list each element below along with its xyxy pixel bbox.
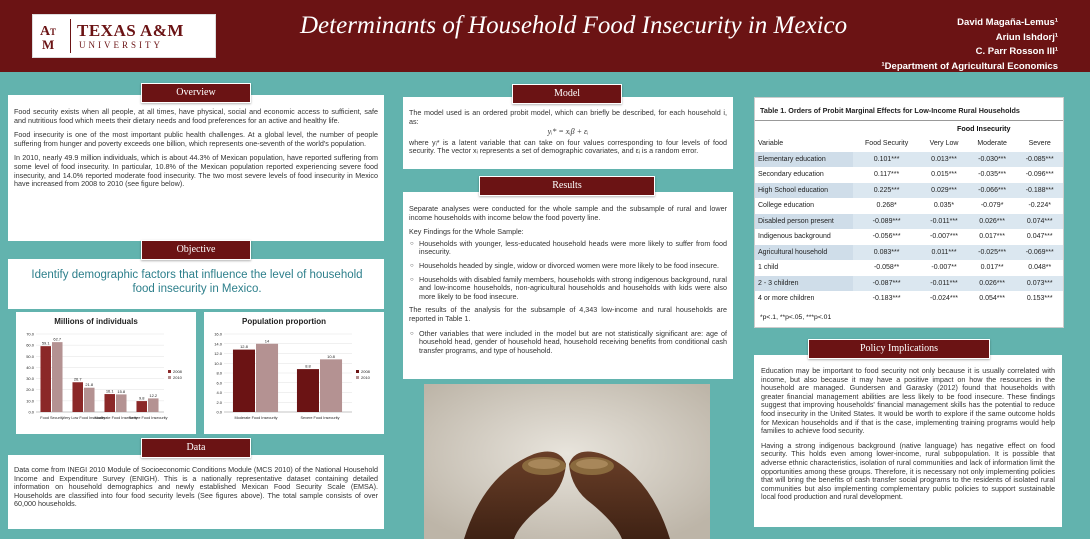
- table-cell: 0.017***: [979, 233, 1005, 241]
- row-label: College education: [758, 202, 815, 210]
- results-panel: [403, 192, 733, 379]
- row-label: Secondary education: [758, 171, 824, 179]
- table1-rule: [755, 120, 1063, 121]
- chart-millions: [16, 312, 196, 434]
- bar-value-label: 16.1: [105, 388, 114, 394]
- table-cell: -0.011***: [920, 214, 968, 230]
- table1-note: *p<.1, **p<.05, ***p<.01: [760, 314, 832, 321]
- y-tick-label: 0.0: [216, 409, 222, 415]
- table-cell: -0.096***: [1025, 171, 1054, 179]
- legend-label: 2008: [361, 369, 370, 374]
- legend-label: 2010: [173, 375, 182, 380]
- x-category-label: Moderate Food Insecurity: [234, 416, 278, 420]
- bar: [233, 350, 255, 412]
- bar-value-label: 26.7: [73, 376, 82, 382]
- results-findings-list: [409, 240, 727, 302]
- hands-with-grain-photo: [424, 384, 710, 539]
- model-panel: [403, 97, 733, 169]
- bar: [116, 394, 127, 412]
- model-intro: The model used is an ordered probit model, which can briefly be described, for each household i, as:: [409, 108, 727, 126]
- table-cell: 0.083***: [853, 245, 920, 261]
- model-description: where yᵢ* is a latent variable that can take on four values corresponding to four levels of food security. The vector xᵢ represents a set of demographic covariates, and εᵢ is a random error.: [409, 137, 727, 156]
- data-text: Data come from INEGI 2010 Module of Socioeconomic Conditions Module (MCS 2010) of the National Household Income and Expenditure Survey (ENIGH). This is a nationally representative dataset containing detailed information on household demographics and newly established Mexican Food Security Scale (EMSA). Households are classified into four food security levels (See figures above). The total sample consists of over 60,000 households.: [14, 465, 378, 509]
- table-row: [755, 245, 1063, 261]
- bar-value-label: 15.8: [117, 388, 126, 394]
- table-row: [755, 167, 1063, 183]
- overview-panel: [8, 95, 384, 241]
- y-tick-label: 16.0: [214, 331, 222, 337]
- col-moderate: Moderate: [977, 140, 1007, 148]
- table-cell: -0.058**: [873, 264, 900, 272]
- table-cell: -0.056***: [872, 233, 901, 241]
- table-cell: -0.183***: [872, 295, 901, 303]
- author-2: Ariun Ishdorj¹: [995, 31, 1058, 43]
- svg-text:T: T: [50, 27, 57, 37]
- svg-text:A: A: [40, 24, 51, 39]
- legend-label: 2010: [361, 375, 370, 380]
- bar: [136, 401, 147, 412]
- bar: [40, 346, 51, 412]
- data-panel: [8, 455, 384, 529]
- table1-group-header: Food Insecurity: [957, 124, 1011, 133]
- row-label: Agricultural household: [755, 245, 853, 261]
- row-label: Indigenous background: [758, 233, 831, 241]
- y-tick-label: 50.0: [26, 353, 34, 359]
- overview-heading: Overview: [141, 83, 251, 103]
- legend-swatch: [168, 370, 171, 373]
- row-label: 4 or more children: [758, 295, 815, 303]
- table-row: [755, 276, 1063, 292]
- table-cell: -0.079*: [980, 202, 1004, 210]
- table-row: [755, 198, 1063, 214]
- chart-title: Millions of individuals: [54, 317, 138, 326]
- table-cell: 0.026***: [968, 276, 1017, 292]
- author-list: [880, 16, 1058, 74]
- table-row: [755, 260, 1063, 276]
- author-1: David Magaña-Lemus¹: [957, 17, 1058, 28]
- chart-title: Population proportion: [242, 317, 326, 326]
- legend-swatch: [356, 376, 359, 379]
- x-category-label: Moderate Food Insecurity: [94, 416, 138, 420]
- table-cell: 0.225***: [853, 183, 920, 199]
- model-equation: yᵢ* = xᵢβ + εᵢ: [547, 127, 589, 137]
- bar: [72, 382, 83, 412]
- row-label: High School education: [755, 183, 853, 199]
- poster-title: Determinants of Household Food Insecurity in Mexico: [300, 12, 848, 39]
- y-tick-label: 12.0: [214, 351, 222, 356]
- table-cell: -0.030***: [968, 152, 1017, 168]
- logo-divider: [70, 19, 71, 53]
- table-cell: 0.048**: [1028, 264, 1052, 272]
- y-tick-label: 70.0: [26, 331, 34, 337]
- row-label: Elementary education: [755, 152, 853, 168]
- bar-value-label: 12.2: [149, 392, 158, 398]
- y-tick-label: 20.0: [26, 387, 34, 393]
- charts-area: [8, 312, 384, 434]
- overview-text: [14, 108, 378, 195]
- results-intro: Separate analyses were conducted for the whole sample and the subsample of rural and lower income households with income below the food poverty line.: [409, 204, 727, 222]
- bar-value-label: 9.8: [138, 395, 145, 401]
- legend-label: 2008: [173, 369, 182, 374]
- policy-panel: [754, 355, 1062, 527]
- objective-heading: Objective: [141, 240, 251, 260]
- bar: [84, 388, 95, 412]
- results-heading: Results: [479, 176, 655, 196]
- table-cell: -0.188***: [1016, 183, 1063, 199]
- logo-subtext: UNIVERSITY: [79, 40, 163, 50]
- y-tick-label: 30.0: [26, 376, 34, 382]
- bar: [297, 369, 319, 412]
- bar-value-label: 14: [264, 338, 270, 344]
- y-tick-label: 60.0: [26, 342, 34, 348]
- table-cell: -0.024***: [930, 295, 959, 303]
- table-cell: 0.035*: [933, 202, 955, 210]
- policy-heading: Policy Implications: [808, 339, 990, 359]
- bar-value-label: 59.1: [41, 340, 50, 346]
- x-category-label: Very Low Food Insecurity: [62, 416, 106, 420]
- bar: [52, 342, 63, 412]
- table-cell: -0.035***: [978, 171, 1007, 179]
- atm-logo-icon: [39, 20, 65, 52]
- y-tick-label: 0.0: [28, 409, 34, 415]
- table-cell: 0.054***: [979, 295, 1005, 303]
- university-logo: [32, 14, 216, 58]
- y-tick-label: 10.0: [214, 360, 222, 366]
- bar-value-label: 10.8: [327, 353, 335, 359]
- x-category-label: Severe Food Insecurity: [128, 416, 168, 420]
- table-row: [755, 183, 1063, 199]
- bar-value-label: 21.8: [85, 382, 94, 388]
- objective-text: Identify demographic factors that influence the level of household food insecurity in Mexico.: [31, 269, 363, 295]
- y-tick-label: 4.0: [216, 390, 222, 395]
- y-tick-label: 8.0: [216, 370, 222, 376]
- finding-3: ○ Households with disabled family members, households with strong indigenous background, rural and low-income households, non-agricultural households and households with kids were also more likely to be food insecure.: [419, 276, 727, 302]
- table-cell: 0.268*: [876, 202, 897, 210]
- table1-header-row: [755, 136, 1063, 152]
- row-label: Disabled person present: [755, 214, 853, 230]
- finding-1: ○ Households with younger, less-educated household heads were more likely to suffer from food insecurity.: [419, 240, 727, 257]
- table-cell: -0.087***: [853, 276, 920, 292]
- legend-swatch: [168, 376, 171, 379]
- x-category-label: Severe Food Insecurity: [300, 416, 340, 420]
- model-heading: Model: [512, 84, 622, 104]
- policy-text: [761, 367, 1055, 508]
- overview-paragraph-3: In 2010, nearly 49.9 million individuals, which is about 44.3% of Mexican population, have reported suffering from some level of food insecurity. In particular, 10.8% of the Mexican population reported experiencing severe food insecurity, and 14.0% reported moderate food insecurity. The two most severe levels of food insecurity in Mexico have increased from 2008 to 2010 (see figure below).: [14, 153, 378, 189]
- bar: [104, 394, 115, 412]
- bar-value-label: 8.8: [305, 363, 311, 369]
- table-cell: 0.017**: [980, 264, 1004, 272]
- table-cell: 0.015***: [931, 171, 957, 179]
- results-key-title: Key Findings for the Whole Sample:: [409, 227, 524, 237]
- legend-swatch: [356, 370, 359, 373]
- table-cell: 0.073***: [1016, 276, 1063, 292]
- results-other-list: [409, 330, 727, 356]
- header-bar: [0, 0, 1090, 72]
- table-cell: -0.007***: [930, 233, 959, 241]
- author-3: C. Parr Rosson III¹: [975, 46, 1058, 57]
- svg-text:M: M: [42, 37, 55, 52]
- table-cell: -0.069***: [1016, 245, 1063, 261]
- chart-proportion: [204, 312, 384, 434]
- results-text: [409, 205, 727, 360]
- bar: [320, 359, 342, 412]
- x-category-label: Food Security: [40, 416, 64, 420]
- row-label: 2 - 3 children: [755, 276, 853, 292]
- results-subsample: The results of the analysis for the subsample of 4,343 low-income and rural households are reported in Table 1.: [409, 305, 727, 323]
- policy-paragraph-1: Education may be important to food security not only because it is usually correlated with income, but also because it may have a positive impact on how the resources in the household are managed. Gundersen and Garasky (2012) found that households with greater financial management abilities are less likely to be food insecure. These findings suggest that improving households' financial management skills has the potential to reduce food insecurity in the United States. It would be worth to explore if the same outcome holds for Mexican households and if that is the case, implementing training programs would help families to achieve food security.: [761, 366, 1055, 436]
- y-tick-label: 6.0: [216, 380, 222, 386]
- table-cell: 0.013***: [920, 152, 968, 168]
- bar: [148, 398, 159, 412]
- bar: [256, 344, 278, 412]
- bar-value-label: 12.8: [240, 344, 248, 350]
- objective-panel: [8, 259, 384, 309]
- table1-body: [755, 152, 1063, 307]
- table-cell: -0.025***: [968, 245, 1017, 261]
- table-cell: -0.011***: [920, 276, 968, 292]
- policy-paragraph-2: Having a strong indigenous background (native language) has negative effect on food security. This holds even among lower-income, rural subpopulation. It is possible that adverse ethnic characteristics, isolation of rural communities and lack of information limit the opportunities among these groups. Therefore, it is necessary not only implementing policies that will bring the benefits of cash transfer social programs to the residents of isolated rural communities but also implementing complementary public policies to support sustainable local food production and rural development.: [761, 440, 1055, 502]
- table-cell: 0.153***: [1026, 295, 1053, 303]
- row-label: 1 child: [758, 264, 779, 272]
- model-text: [409, 109, 727, 156]
- overview-paragraph-1: Food security exists when all people, at all times, have physical, social and economic access to sufficient, safe and nutritious food which meets their dietary needs and food preferences for an active and healthy life.: [14, 107, 378, 125]
- table-cell: -0.089***: [853, 214, 920, 230]
- y-tick-label: 2.0: [216, 399, 222, 405]
- other-variables: ○ Other variables that were included in the model but are not statistically significant are: age of household head, gender of household head, household receiving benefits from conditional cash transfer programs, and type of household.: [419, 330, 727, 356]
- affiliation: ¹Department of Agricultural Economics: [881, 60, 1058, 72]
- table-cell: -0.007**: [931, 264, 957, 272]
- y-tick-label: 14.0: [214, 341, 222, 347]
- table-cell: 0.011***: [920, 245, 968, 261]
- data-heading: Data: [141, 438, 251, 458]
- table1: [755, 136, 1063, 307]
- bar-value-label: 62.7: [53, 336, 62, 342]
- table-row: [755, 152, 1063, 168]
- finding-2: ○ Households headed by single, widow or divorced women were more likely to be food insecure.: [419, 262, 727, 271]
- table-cell: 0.074***: [1016, 214, 1063, 230]
- overview-paragraph-2: Food insecurity is one of the most important public health challenges. At a global level, the number of people suffering from hunger and poverty exceeds one billion, which represents one-seventh of the world's population.: [14, 130, 378, 148]
- table-cell: -0.085***: [1016, 152, 1063, 168]
- table-cell: 0.047***: [1026, 233, 1053, 241]
- table-cell: 0.029***: [920, 183, 968, 199]
- table-cell: 0.117***: [874, 171, 900, 179]
- col-severe: Severe: [1028, 140, 1051, 148]
- table-cell: 0.026***: [968, 214, 1017, 230]
- table-cell: -0.224*: [1028, 202, 1052, 210]
- table-row: [755, 229, 1063, 245]
- y-tick-label: 10.0: [26, 398, 34, 404]
- col-food-security: Food Security: [865, 140, 909, 148]
- table1-title: Table 1. Orders of Probit Marginal Effects for Low-Income Rural Households: [760, 106, 1020, 115]
- col-variable: Variable: [758, 140, 784, 148]
- y-tick-label: 40.0: [26, 364, 34, 370]
- table1-panel: [754, 97, 1064, 328]
- table-cell: 0.101***: [853, 152, 920, 168]
- table-cell: -0.066***: [968, 183, 1017, 199]
- table-row: [755, 214, 1063, 230]
- table-row: [755, 291, 1063, 307]
- col-very-low: Very Low: [929, 140, 959, 148]
- logo-text: TEXAS A&M: [77, 21, 184, 40]
